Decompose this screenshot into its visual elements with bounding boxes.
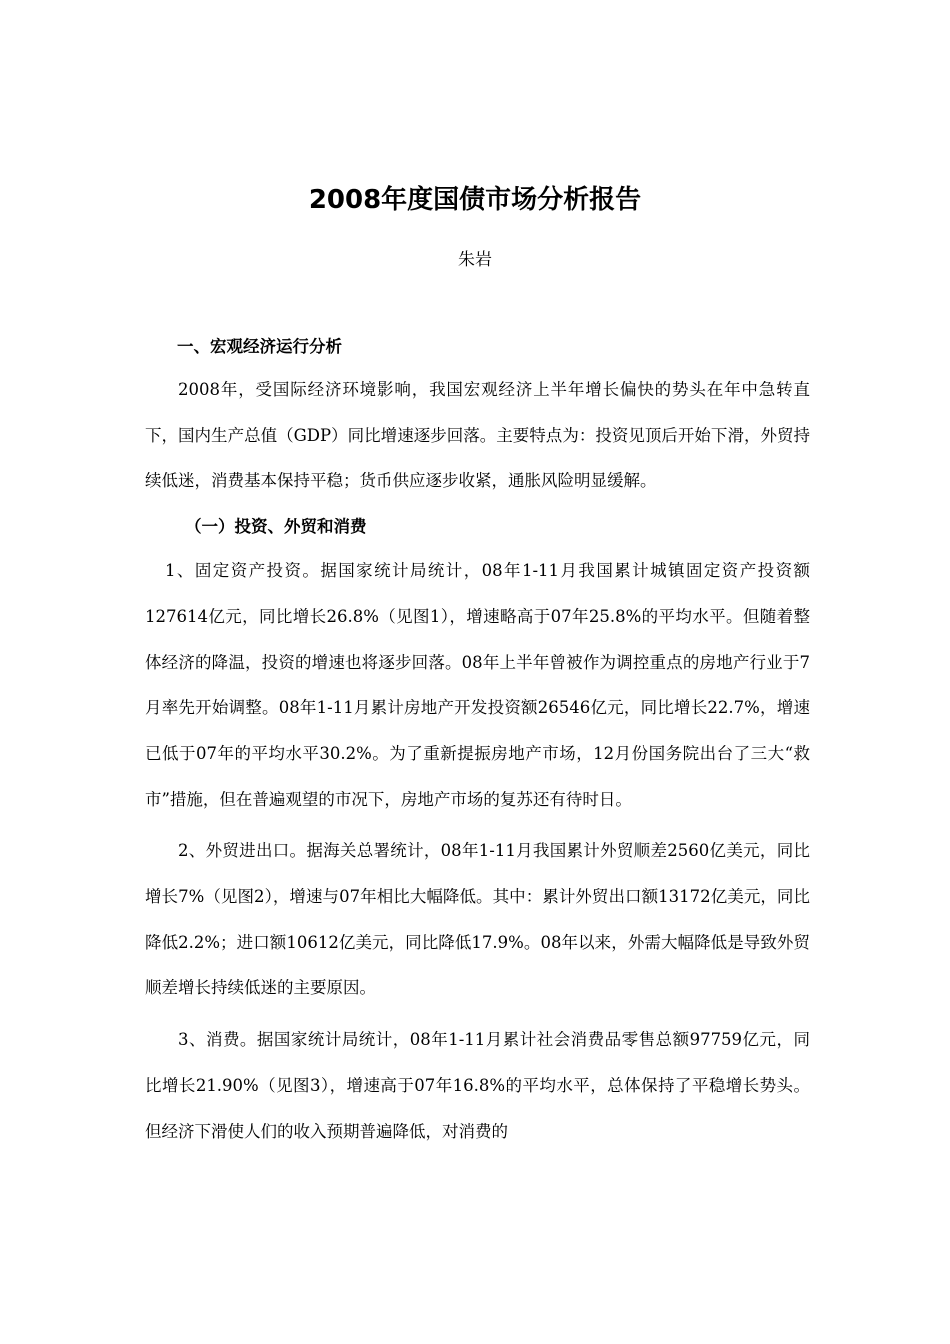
subsection-heading: （一）投资、外贸和消费	[185, 517, 367, 537]
document-author: 朱岩	[458, 250, 492, 270]
section-intro-paragraph: 2008年，受国际经济环境影响，我国宏观经济上半年增长偏快的势头在年中急转直下，国内生产总值（GDP）同比增速逐步回落。主要特点为：投资见顶后开始下滑，外贸持续低迷，消费基本保持平稳；货币供应逐步收紧，通胀风险明显缓解。	[145, 380, 810, 491]
document-body	[145, 330, 810, 1154]
trade-paragraph: 2、外贸进出口。据海关总署统计，08年1-11月我国累计外贸顺差2560亿美元，同比增长7%（见图2），增速与07年相比大幅降低。其中：累计外贸出口额13172亿美元，同比降低2.2%；进口额10612亿美元，同比降低17.9%。08年以来，外需大幅降低是导致外贸顺差增长持续低迷的主要原因。	[145, 841, 810, 998]
investment-paragraph: 1、固定资产投资。据国家统计局统计，08年1-11月我国累计城镇固定资产投资额127614亿元，同比增长26.8%（见图1），增速略高于07年25.8%的平均水平。但随着整体经济的降温，投资的增速也将逐步回落。08年上半年曾被作为调控重点的房地产行业于7月率先开始调整。08年1-11月累计房地产开发投资额26546亿元，同比增长22.7%，增速已低于07年的平均水平30.2%。为了重新提振房地产市场，12月份国务院出台了三大“救市”措施，但在普遍观望的市况下，房地产市场的复苏还有待时日。	[145, 561, 810, 809]
document-title: 2008年度国债市场分析报告	[308, 185, 642, 215]
consumption-paragraph: 3、消费。据国家统计局统计，08年1-11月累计社会消费品零售总额97759亿元，同比增长21.90%（见图3），增速高于07年16.8%的平均水平，总体保持了平稳增长势头。但经济下滑使人们的收入预期普遍降低，对消费的	[145, 1030, 810, 1141]
section-heading: 一、宏观经济运行分析	[177, 337, 342, 356]
